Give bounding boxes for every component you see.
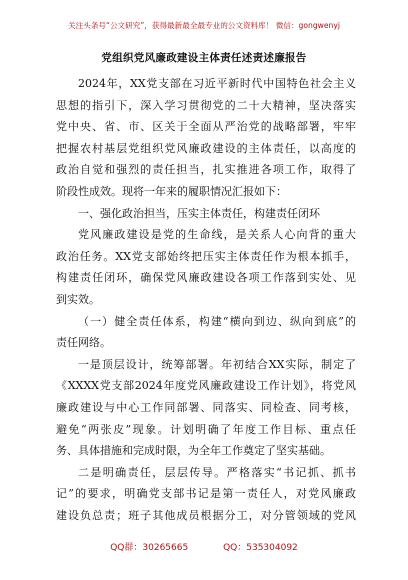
body-line: 思想的指引下，深入学习贯彻党的二十大精神，坚决落实 <box>56 98 356 112</box>
body-line: 务、具体措施和完成时限，为全年工作奠定了坚实基础。 <box>56 444 331 458</box>
body-line: 政治自觉和强烈的责任担当，扎实推进各项工作，取得了 <box>56 163 356 177</box>
document-title: 党组织党风廉政建设主体责任述责述廉报告 <box>101 52 307 64</box>
body-line: 构建责任闭环，确保党风廉政建设各项工作落到实处、见 <box>56 271 356 285</box>
body-line: 避免“两张皮”现象。计划明确了年度工作目标、重点任 <box>56 422 356 436</box>
body-line: 党中央、省、市、区关于全面从严治党的战略部署，牢牢 <box>56 120 356 134</box>
body-line: 政治任务。XX党支部始终把压实主体责任作为根本抓手， <box>56 249 356 263</box>
footer-qq: QQ：535304092 <box>223 543 298 553</box>
body-line: 责任网络。 <box>56 336 111 350</box>
body-line: 阶段性成效。现将一年来的履职情况汇报如下： <box>56 184 287 198</box>
body-line: 廉政建设与中心工作同部署、同落实、同检查、同考核， <box>56 400 356 414</box>
body-line: 把握农村基层党组织党风廉政建设的主体责任，以高度的 <box>56 141 356 155</box>
body-line: 记”的要求，明确党支部书记是第一责任人，对党风廉政 <box>56 487 356 501</box>
body-line: 党风廉政建设是党的生命线，是关系人心向背的重大 <box>78 228 356 242</box>
body-line: 一是顶层设计，统筹部署。年初结合XX实际，制定了 <box>78 357 356 371</box>
body-line: 二是明确责任，层层传导。严格落实“书记抓、抓书 <box>78 465 356 479</box>
body-line: 建设负总责；班子其他成员根据分工，对分管领域的党风 <box>56 508 356 522</box>
body-line: 2024年，XX党支部在习近平新时代中国特色社会主义 <box>78 77 356 90</box>
body-line: 到实效。 <box>56 292 100 306</box>
header-banner: 关注头条号“公文研究”，获得最新最全最专业的公文资料库！ 微信：gongwenyj <box>68 21 340 30</box>
body-line: 一、强化政治担当，压实主体责任，构建责任闭环 <box>78 206 320 220</box>
body-line: 《XXXX党支部2024年度党风廉政建设工作计划》，将党风 <box>56 379 356 393</box>
document-body <box>56 73 356 526</box>
body-line: （一）健全责任体系，构建“横向到边、纵向到底”的 <box>78 314 356 328</box>
footer-contact <box>0 540 408 553</box>
footer-qq-group: QQ群：30265665 <box>110 543 189 553</box>
